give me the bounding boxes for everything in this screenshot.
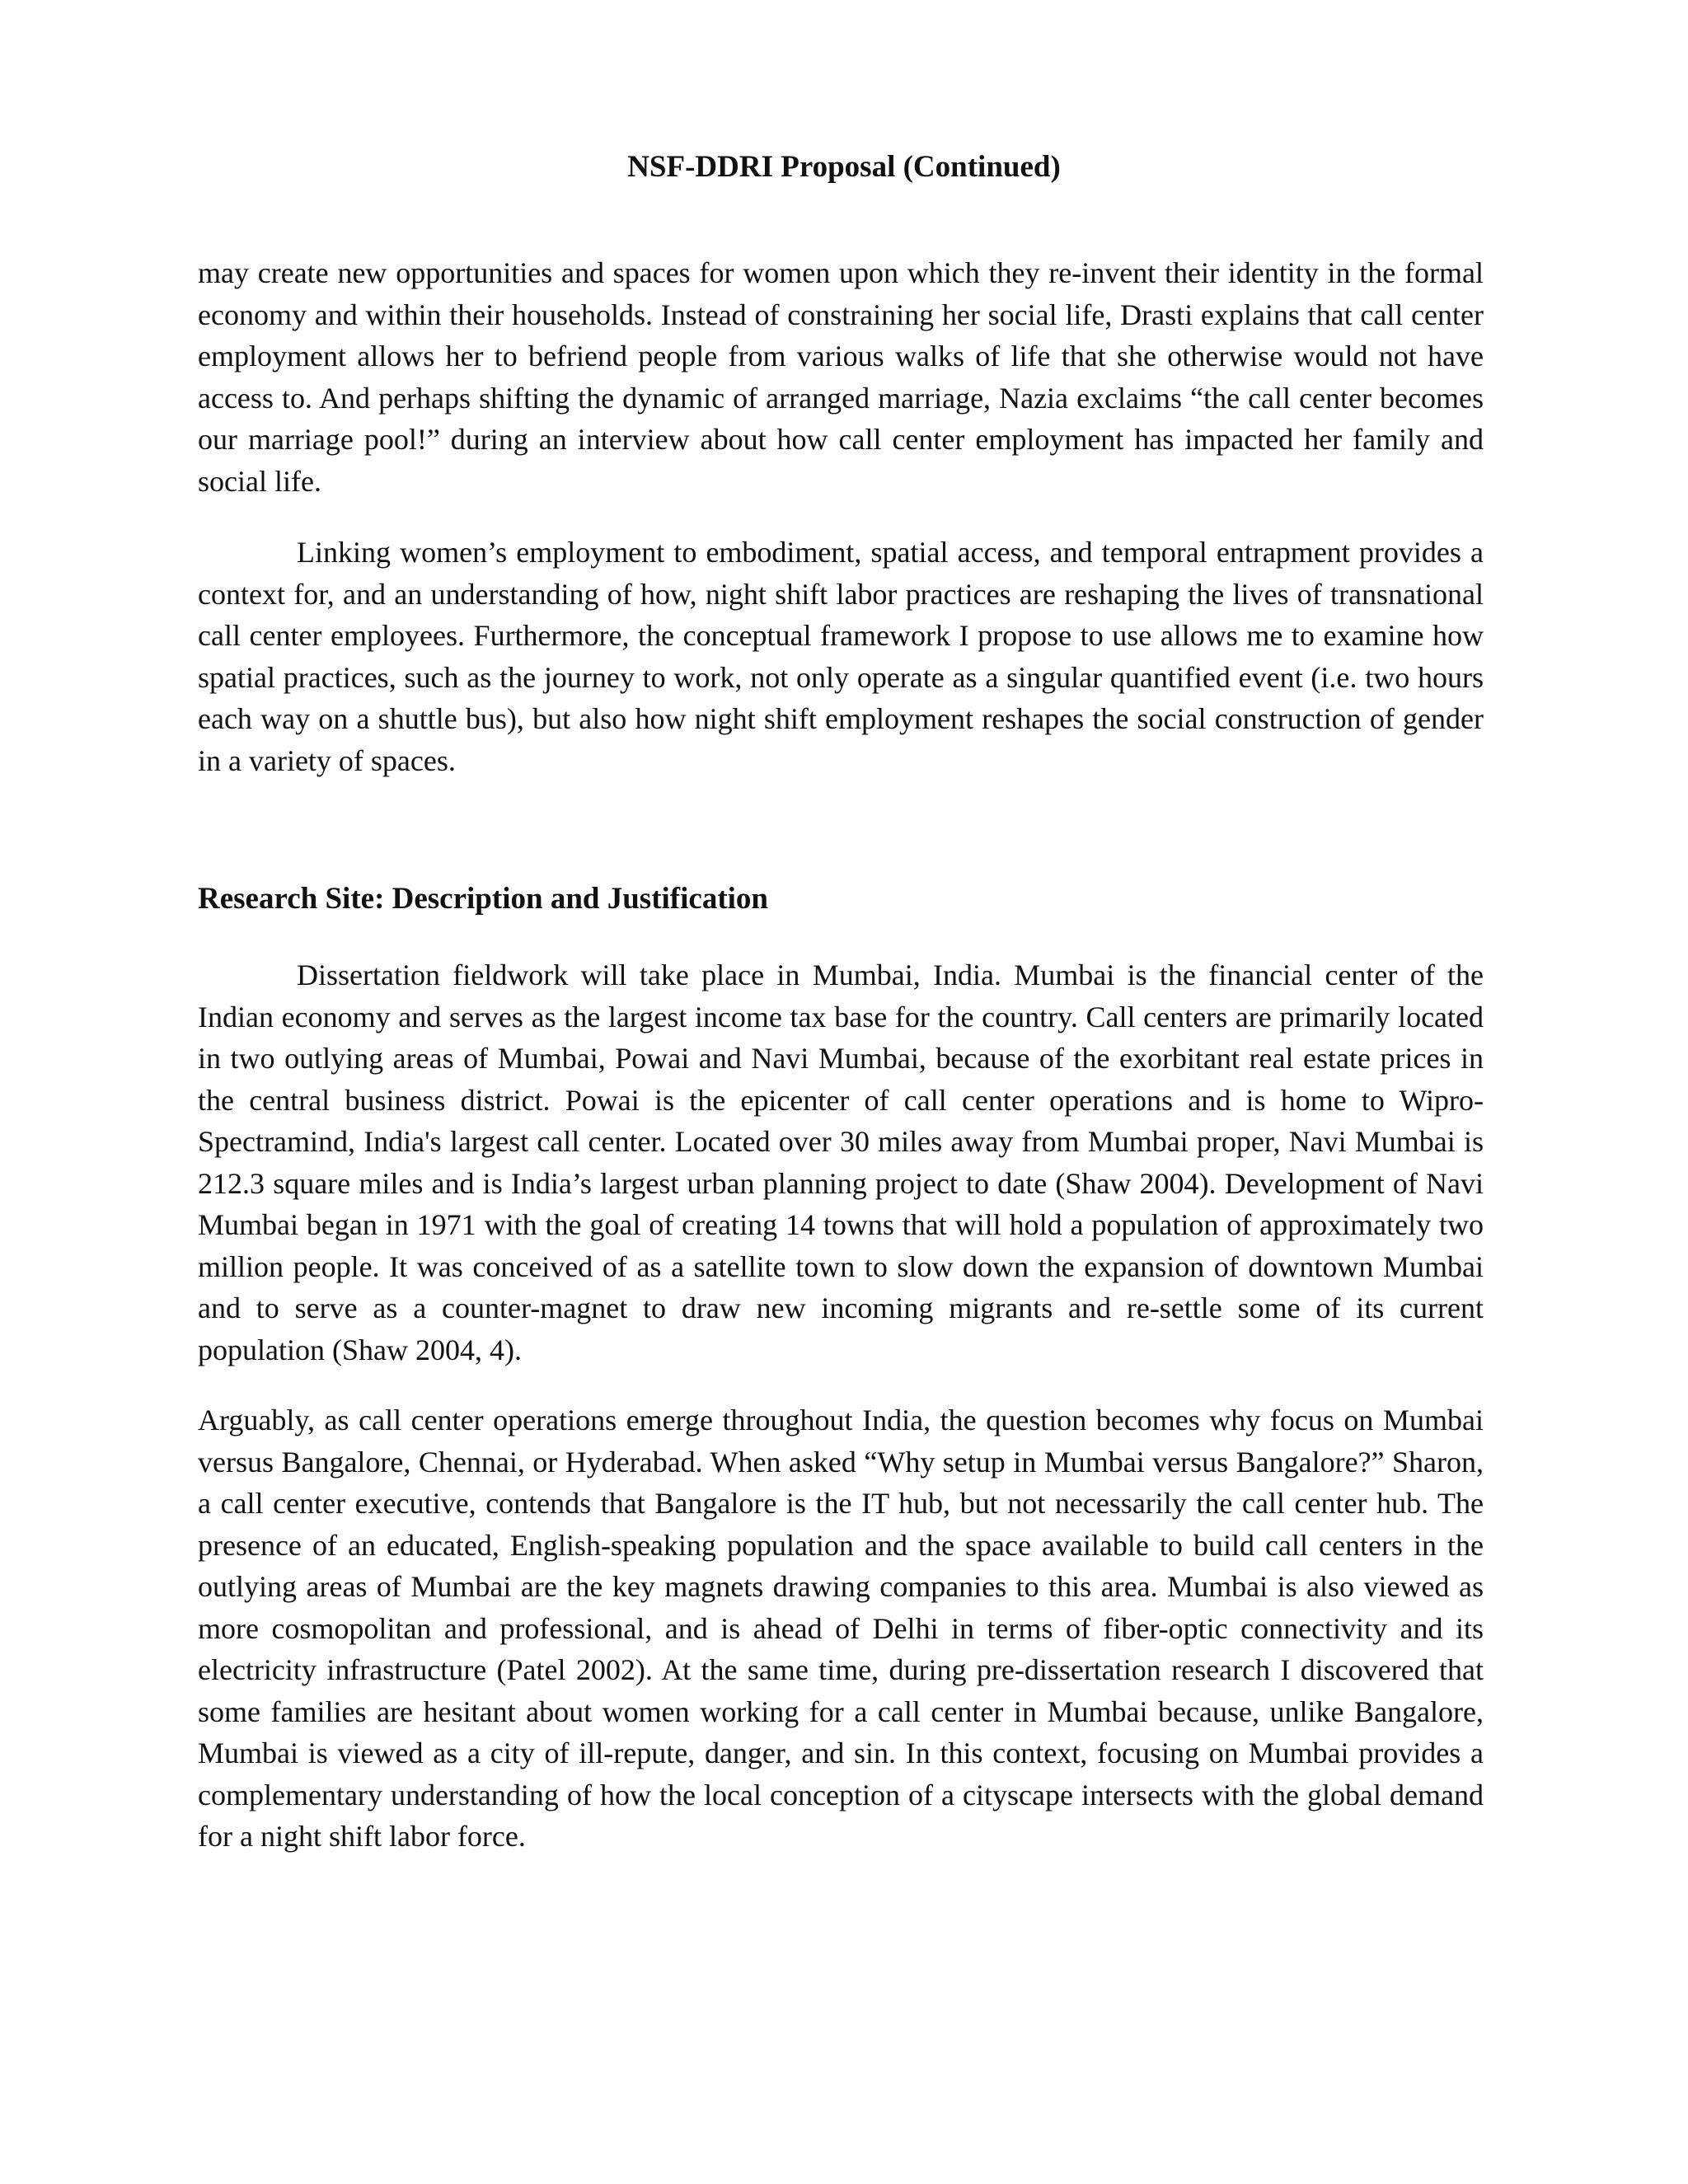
paragraph-fieldwork-mumbai: Dissertation fieldwork will take place in Mumbai, India. Mumbai is the financial center of the Indian economy and serves as the largest income tax base for the country. Call centers are primarily located in two outlying areas of Mumbai, Powai and Navi Mumbai, because of the exorbitant real estate prices in the central business district. Powai is the epicenter of call center operations and is home to Wipro-Spectramind, India's largest call center. Located over 30 miles away from Mumbai proper, Navi Mumbai is 212.3 square miles and is India’s largest urban planning project to date (Shaw 2004). Development of Navi Mumbai began in 1971 with the goal of creating 14 towns that will hold a population of approximately two million people. It was conceived of as a satellite town to slow down the expansion of downtown Mumbai and to serve as a counter-magnet to draw new incoming migrants and re-settle some of its current population (Shaw 2004, 4).	[198, 958, 1484, 1366]
section-heading-research-site: Research Site: Description and Justification	[198, 882, 768, 916]
paragraph-continued-women-opportunities: may create new opportunities and spaces for women upon which they re-invent their identity in the formal economy and within their households. Instead of constraining her social life, Drasti explains that call center employment allows her to befriend people from various walks of life that she otherwise would not have access to. And perhaps shifting the dynamic of arranged marriage, Nazia exclaims “the call center becomes our marriage pool!” during an interview about how call center employment has impacted her family and social life.	[198, 256, 1484, 498]
page-header-title: NSF-DDRI Proposal (Continued)	[627, 150, 1061, 184]
paragraph-why-mumbai: Arguably, as call center operations emerge throughout India, the question becomes why focus on Mumbai versus Bangalore, Chennai, or Hyderabad. When asked “Why setup in Mumbai versus Bangalore?” Sharon, a call center executive, contends that Bangalore is the IT hub, but not necessarily the call center hub. The presence of an educated, English-speaking population and the space available to build call centers in the outlying areas of Mumbai are the key magnets drawing companies to this area. Mumbai is also viewed as more cosmopolitan and professional, and is ahead of Delhi in terms of fiber-optic connectivity and its electricity infrastructure (Patel 2002). At the same time, during pre-dissertation research I discovered that some families are hesitant about women working for a call center in Mumbai because, unlike Bangalore, Mumbai is viewed as a city of ill-repute, danger, and sin. In this context, focusing on Mumbai provides a complementary understanding of how the local conception of a cityscape intersects with the global demand for a night shift labor force.	[198, 1404, 1484, 1853]
paragraph-conceptual-framework: Linking women’s employment to embodiment, spatial access, and temporal entrapment provides a context for, and an understanding of how, night shift labor practices are reshaping the lives of transnational call center employees. Furthermore, the conceptual framework I propose to use allows me to examine how spatial practices, such as the journey to work, not only operate as a singular quantified event (i.e. two hours each way on a shuttle bus), but also how night shift employment reshapes the social construction of gender in a variety of spaces.	[198, 536, 1484, 777]
